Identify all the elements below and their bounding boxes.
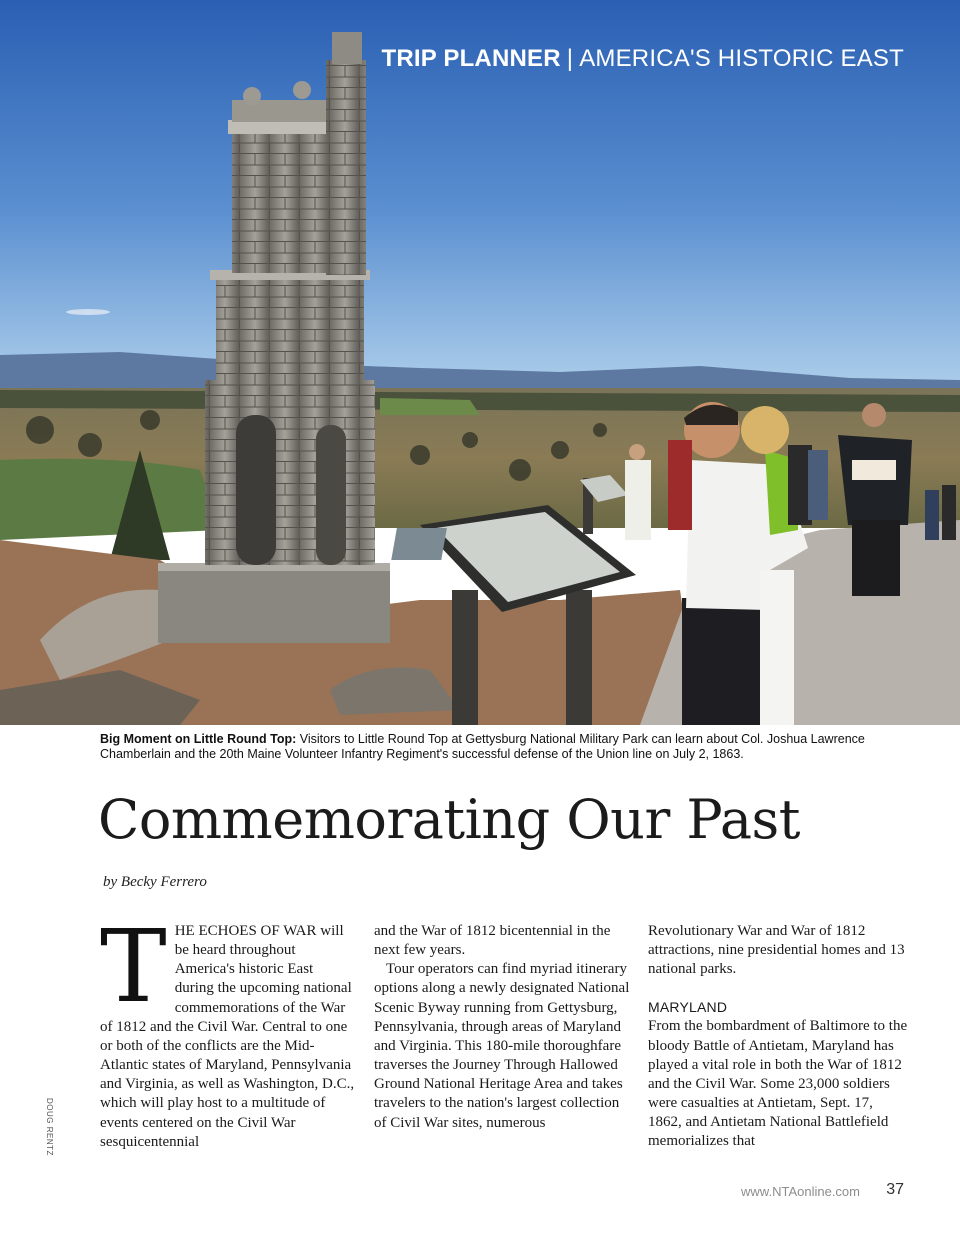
green-slope (0, 459, 220, 540)
subsection-label: AMERICA'S HISTORIC EAST (579, 45, 904, 72)
body-paragraph: Tour operators can find myriad itinerary options along a newly designated National Scenic Byway running from Gettysburg, Pennsylvania, through areas of Maryland and Virginia. This 180-mile thoroughfare traverses the Journey Through Hallowed Ground National Heritage Area and takes travelers to the nation's largest collection of Civil War sites, numerous (374, 961, 630, 1131)
caption-lead: Big Moment on Little Round Top: (100, 732, 297, 746)
section-header (381, 45, 904, 73)
section-separator: | (566, 45, 574, 72)
cloud (66, 309, 110, 315)
photo-credit: DOUG RENTZ (45, 1098, 54, 1156)
caption-text: Visitors to Little Round Top at Gettysburg National Military Park can learn about Col. Joshua Lawrence Chamberlain and the 20th Maine Volunteer Infantry Regiment's successful defense of the Union line on July 2, 1863. (100, 732, 865, 761)
body-column-3 (648, 922, 910, 1152)
body-paragraph: From the bombardment of Baltimore to the bloody Battle of Antietam, Maryland has played a vital role in both the War of 1812 and the Civil War. Some 23,000 soldiers were casualties at Antietam, Sept. 17, 1862, and Antietam National Battlefield memorializes that (648, 1018, 908, 1150)
footer-url: www.NTAonline.com (741, 1184, 860, 1199)
body-column-2 (374, 922, 632, 1133)
body-paragraph: and the War of 1812 bicentennial in the next few years. (374, 923, 611, 959)
green-field (380, 398, 480, 415)
section-label: TRIP PLANNER (381, 45, 561, 72)
body-paragraph: Revolutionary War and War of 1812 attractions, nine presidential homes and 13 national parks. (648, 923, 905, 978)
page-number: 37 (886, 1181, 904, 1198)
section-heading-maryland: MARYLAND (648, 999, 728, 1016)
article-title: Commemorating Our Past (98, 788, 800, 851)
body-paragraph: HE ECHOES OF WAR will be heard throughout America's historic East during the upcoming national commemorations of the War of 1812 and the Civil War. Central to one or both of the conflicts are the Mid-Atlantic states of Maryland, Pennsylvania and Virginia, as well as Washington, D.C., which will play host to a multitude of events centered on the Civil War sesquicentennial (100, 923, 355, 1150)
body-column-1 (100, 908, 356, 1152)
drop-cap: T (100, 908, 167, 1025)
photo-caption (100, 732, 910, 762)
byline: by Becky Ferrero (103, 874, 207, 890)
